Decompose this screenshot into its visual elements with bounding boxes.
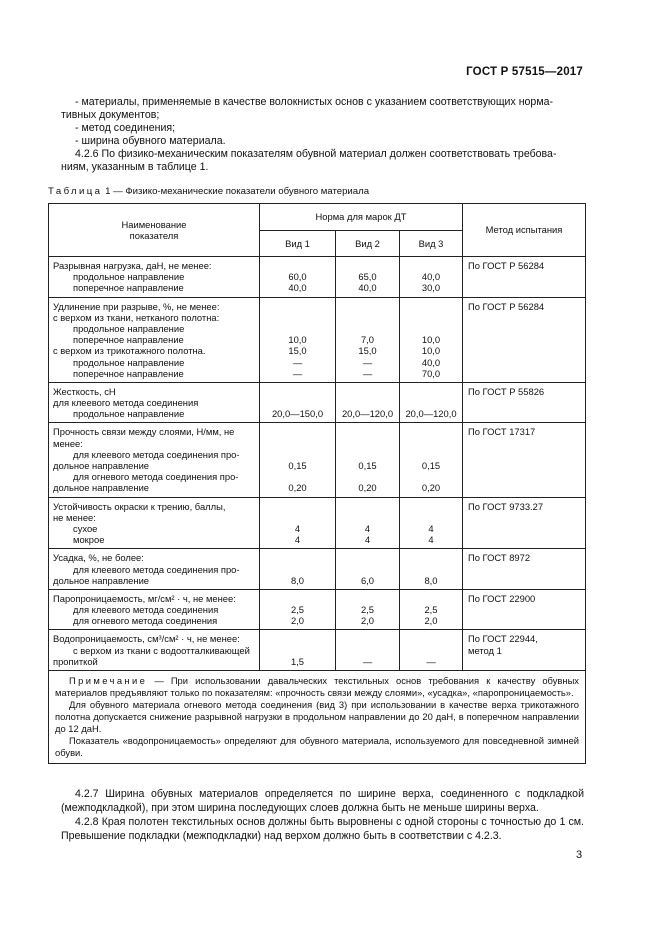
value-vid-2: 6,0 bbox=[336, 549, 400, 590]
value-vid-2: 7,0 15,0 — — bbox=[336, 297, 400, 382]
value-vid-1: 1,5 bbox=[260, 630, 336, 671]
table-row bbox=[49, 589, 586, 630]
indicator-cell: Прочность связи между слоями, Н/мм, не менее: для клеевого метода соединения про- дольное направление для огневого метода соединения про- дольное направление bbox=[49, 423, 260, 497]
header-indicator-name: Наименование показателя bbox=[49, 204, 260, 257]
indicator-cell: Усадка, %, не более: для клеевого метода соединения про- дольное направление bbox=[49, 549, 260, 590]
value-vid-1: 20,0—150,0 bbox=[260, 382, 336, 423]
value-vid-2: 4 4 bbox=[336, 497, 400, 549]
value-vid-2: 2,5 2,0 bbox=[336, 589, 400, 630]
header-vid-1: Вид 1 bbox=[260, 231, 336, 257]
value-vid-2: — bbox=[336, 630, 400, 671]
value-vid-3: 4 4 bbox=[400, 497, 463, 549]
indicator-cell: Удлинение при разрыве, %, не менее: с верхом из ткани, нетканого полотна: продольное направление поперечное направление с верхом из трикотажного полотна. продольное направление поперечное направление bbox=[49, 297, 260, 382]
indicator-cell: Устойчивость окраски к трению, баллы, не менее: сухое мокрое bbox=[49, 497, 260, 549]
value-vid-2: 65,0 40,0 bbox=[336, 257, 400, 298]
note-p1: — При использовании давальческих текстильных основ требования к качеству обувных материалов предъявляют только по показателям: «прочность связи между слоями», «усадка», «паропроницаемость». bbox=[55, 675, 579, 698]
method-cell: По ГОСТ 22900 bbox=[463, 589, 586, 630]
intro-line-1: - материалы, применяемые в качестве волокнистых основ с указанием соответствующих норма- bbox=[75, 96, 554, 108]
table-row bbox=[49, 549, 586, 590]
value-vid-3: 20,0—120,0 bbox=[400, 382, 463, 423]
header-norm: Норма для марок ДТ bbox=[260, 204, 463, 231]
intro-line-2: тивных документов; bbox=[61, 109, 160, 121]
header-vid-3: Вид 3 bbox=[400, 231, 463, 257]
standard-header: ГОСТ Р 57515—2017 bbox=[466, 66, 583, 78]
method-cell: По ГОСТ Р 56284 bbox=[463, 297, 586, 382]
indicator-cell: Паропроницаемость, мг/см² · ч, не менее: для клеевого метода соединения для огневого метода соединения bbox=[49, 589, 260, 630]
method-cell: По ГОСТ 9733.27 bbox=[463, 497, 586, 549]
value-vid-2: 0,15 0,20 bbox=[336, 423, 400, 497]
table-row bbox=[49, 497, 586, 549]
method-cell: По ГОСТ 8972 bbox=[463, 549, 586, 590]
table-note bbox=[49, 671, 586, 764]
after-block bbox=[61, 787, 584, 843]
intro-block bbox=[61, 96, 584, 174]
clause-4-2-6: 4.2.6 По физико-механическим показателям обувной материал должен соответствовать требова- bbox=[75, 148, 557, 160]
method-cell: По ГОСТ Р 55826 bbox=[463, 382, 586, 423]
value-vid-3: 10,0 10,0 40,0 70,0 bbox=[400, 297, 463, 382]
value-vid-3: — bbox=[400, 630, 463, 671]
intro-line-4: - ширина обувного материала. bbox=[75, 135, 226, 147]
header-vid-2: Вид 2 bbox=[336, 231, 400, 257]
value-vid-1: 10,0 15,0 — — bbox=[260, 297, 336, 382]
value-vid-1: 2,5 2,0 bbox=[260, 589, 336, 630]
value-vid-3: 0,15 0,20 bbox=[400, 423, 463, 497]
method-cell: По ГОСТ 17317 bbox=[463, 423, 586, 497]
value-vid-3: 2,5 2,0 bbox=[400, 589, 463, 630]
properties-table bbox=[48, 203, 586, 764]
clause-4-2-6-cont: ниям, указанным в таблице 1. bbox=[61, 161, 209, 173]
note-p2: Для обувного материала огневого метода соединения (вид 3) при использовании в качестве верха трикотажного полотна допускается снижение разрывной нагрузки в продольном направлении до 20 даН, в поперечном направлении до 12 даН. bbox=[55, 699, 579, 734]
indicator-cell: Водопроницаемость, см³/см² · ч, не менее: с верхом из ткани с водоотталкивающей пропиткой bbox=[49, 630, 260, 671]
table-caption-word: Таблица bbox=[48, 186, 103, 197]
table-caption-title: 1 — Физико-механические показатели обувного материала bbox=[105, 186, 370, 197]
table-row bbox=[49, 297, 586, 382]
method-cell: По ГОСТ 22944, метод 1 bbox=[463, 630, 586, 671]
value-vid-1: 4 4 bbox=[260, 497, 336, 549]
table-row bbox=[49, 630, 586, 671]
value-vid-1: 8,0 bbox=[260, 549, 336, 590]
header-method: Метод испытания bbox=[463, 204, 586, 257]
value-vid-1: 60,0 40,0 bbox=[260, 257, 336, 298]
intro-line-3: - метод соединения; bbox=[75, 122, 176, 134]
table-row bbox=[49, 382, 586, 423]
page-number: 3 bbox=[576, 849, 583, 861]
clause-4-2-7: 4.2.7 Ширина обувных материалов определяется по ширине верха, соединенного с подкладкой (межподкладкой), при этом ширина последующих слоев должна быть не меньше ширины верха. bbox=[61, 788, 584, 814]
table-row bbox=[49, 423, 586, 497]
clause-4-2-8: 4.2.8 Края полотен текстильных основ должны быть выровнены с одной стороны с точностью до 1 см. Превышение подкладки (межподкладки) над верхом должно быть в соответствии с 4.2.3. bbox=[61, 816, 584, 842]
indicator-cell: Жесткость, сН для клеевого метода соединения продольное направление bbox=[49, 382, 260, 423]
note-p3: Показатель «водопроницаемость» определяют для обувного материала, используемого для повседневной зимней обуви. bbox=[55, 735, 579, 758]
table-caption bbox=[48, 186, 369, 197]
value-vid-1: 0,15 0,20 bbox=[260, 423, 336, 497]
indicator-cell: Разрывная нагрузка, даН, не менее: продольное направление поперечное направление bbox=[49, 257, 260, 298]
value-vid-3: 40,0 30,0 bbox=[400, 257, 463, 298]
value-vid-3: 8,0 bbox=[400, 549, 463, 590]
note-label: Примечание bbox=[69, 675, 148, 686]
table-row bbox=[49, 257, 586, 298]
method-cell: По ГОСТ Р 56284 bbox=[463, 257, 586, 298]
value-vid-2: 20,0—120,0 bbox=[336, 382, 400, 423]
